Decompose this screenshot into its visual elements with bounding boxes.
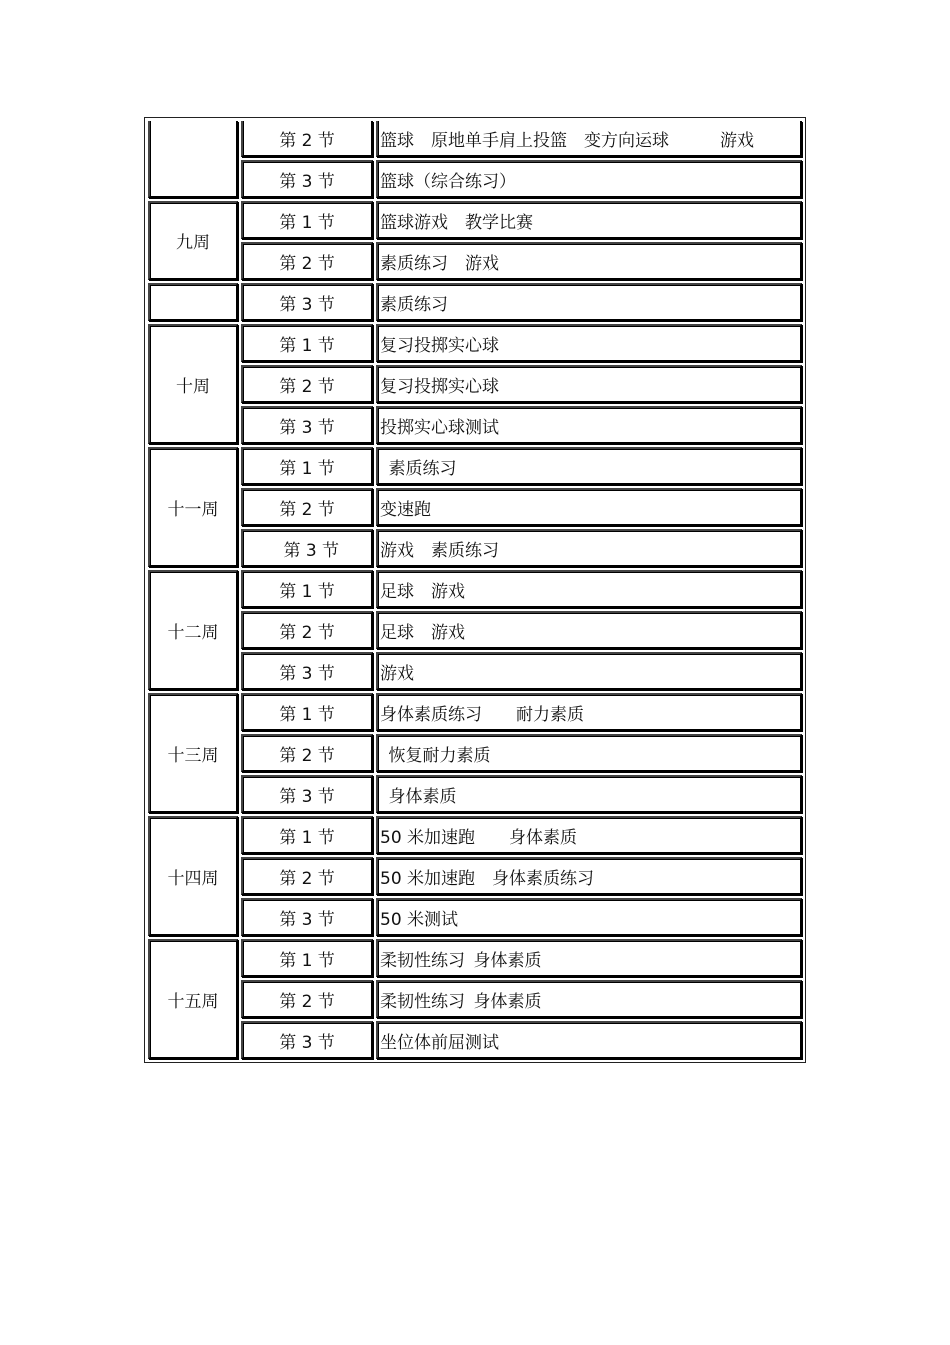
week-cell: 十三周: [148, 693, 238, 813]
content-cell: 足球 游戏: [376, 570, 802, 608]
session-cell: 第 2 节: [241, 734, 373, 772]
content-cell: 坐位体前屈测试: [376, 1021, 802, 1059]
session-cell: 第 2 节: [241, 980, 373, 1018]
table-row: [148, 201, 802, 239]
content-cell: 篮球游戏 教学比赛: [376, 201, 802, 239]
content-cell: 身体素质: [376, 775, 802, 813]
content-cell: 变速跑: [376, 488, 802, 526]
session-cell: 第 3 节: [241, 406, 373, 444]
schedule-table: [144, 117, 806, 1063]
table-row: [148, 160, 802, 198]
content-cell: 投掷实心球测试: [376, 406, 802, 444]
content-cell: 恢复耐力素质: [376, 734, 802, 772]
session-cell: 第 1 节: [241, 201, 373, 239]
session-cell: 第 1 节: [241, 324, 373, 362]
table-row: [148, 816, 802, 854]
week-cell: [148, 121, 238, 198]
week-cell: 十五周: [148, 939, 238, 1059]
week-cell: 十一周: [148, 447, 238, 567]
session-cell: 第 1 节: [241, 816, 373, 854]
table-row: [148, 365, 802, 403]
table-row: [148, 939, 802, 977]
content-cell: 50 米加速跑 身体素质练习: [376, 857, 802, 895]
content-cell: 素质练习: [376, 447, 802, 485]
session-cell: 第 3 节: [241, 775, 373, 813]
session-cell: 第 2 节: [241, 121, 373, 157]
table-row: [148, 857, 802, 895]
table-row: [148, 693, 802, 731]
table-row: [148, 121, 802, 157]
table-row: [148, 324, 802, 362]
table-row: [148, 488, 802, 526]
table-row: [148, 898, 802, 936]
session-cell: 第 2 节: [241, 611, 373, 649]
table-row: [148, 611, 802, 649]
content-cell: 篮球（综合练习）: [376, 160, 802, 198]
session-cell: 第 2 节: [241, 242, 373, 280]
content-cell: 篮球 原地单手肩上投篮 变方向运球 游戏: [376, 121, 802, 157]
session-cell: 第 3 节: [241, 1021, 373, 1059]
table-row: [148, 529, 802, 567]
content-cell: 柔韧性练习 身体素质: [376, 939, 802, 977]
content-cell: 游戏: [376, 652, 802, 690]
table-row: [148, 980, 802, 1018]
table-row: [148, 447, 802, 485]
table-row: [148, 283, 802, 321]
session-cell: 第 3 节: [241, 283, 373, 321]
session-cell: 第 3 节: [241, 160, 373, 198]
session-cell: 第 1 节: [241, 693, 373, 731]
content-cell: 足球 游戏: [376, 611, 802, 649]
session-cell: 第 2 节: [241, 857, 373, 895]
week-cell: 九周: [148, 201, 238, 280]
session-cell: 第 3 节: [241, 898, 373, 936]
table-row: [148, 406, 802, 444]
content-cell: 游戏 素质练习: [376, 529, 802, 567]
session-cell: 第 1 节: [241, 939, 373, 977]
table-row: [148, 652, 802, 690]
session-cell: 第 3 节: [241, 652, 373, 690]
session-cell: 第 1 节: [241, 570, 373, 608]
content-cell: 复习投掷实心球: [376, 324, 802, 362]
table-row: [148, 734, 802, 772]
table-row: [148, 570, 802, 608]
content-cell: 复习投掷实心球: [376, 365, 802, 403]
session-cell: 第 3 节: [241, 529, 373, 567]
content-cell: 50 米加速跑 身体素质: [376, 816, 802, 854]
table-row: [148, 775, 802, 813]
week-cell: 十二周: [148, 570, 238, 690]
table-row: [148, 1021, 802, 1059]
week-cell: 十周: [148, 324, 238, 444]
session-cell: 第 2 节: [241, 488, 373, 526]
content-cell: 素质练习 游戏: [376, 242, 802, 280]
content-cell: 身体素质练习 耐力素质: [376, 693, 802, 731]
week-cell: 十四周: [148, 816, 238, 936]
session-cell: 第 2 节: [241, 365, 373, 403]
schedule-body: [148, 121, 802, 1059]
session-cell: 第 1 节: [241, 447, 373, 485]
content-cell: 柔韧性练习 身体素质: [376, 980, 802, 1018]
table-row: [148, 242, 802, 280]
week-cell: [148, 283, 238, 321]
content-cell: 50 米测试: [376, 898, 802, 936]
content-cell: 素质练习: [376, 283, 802, 321]
